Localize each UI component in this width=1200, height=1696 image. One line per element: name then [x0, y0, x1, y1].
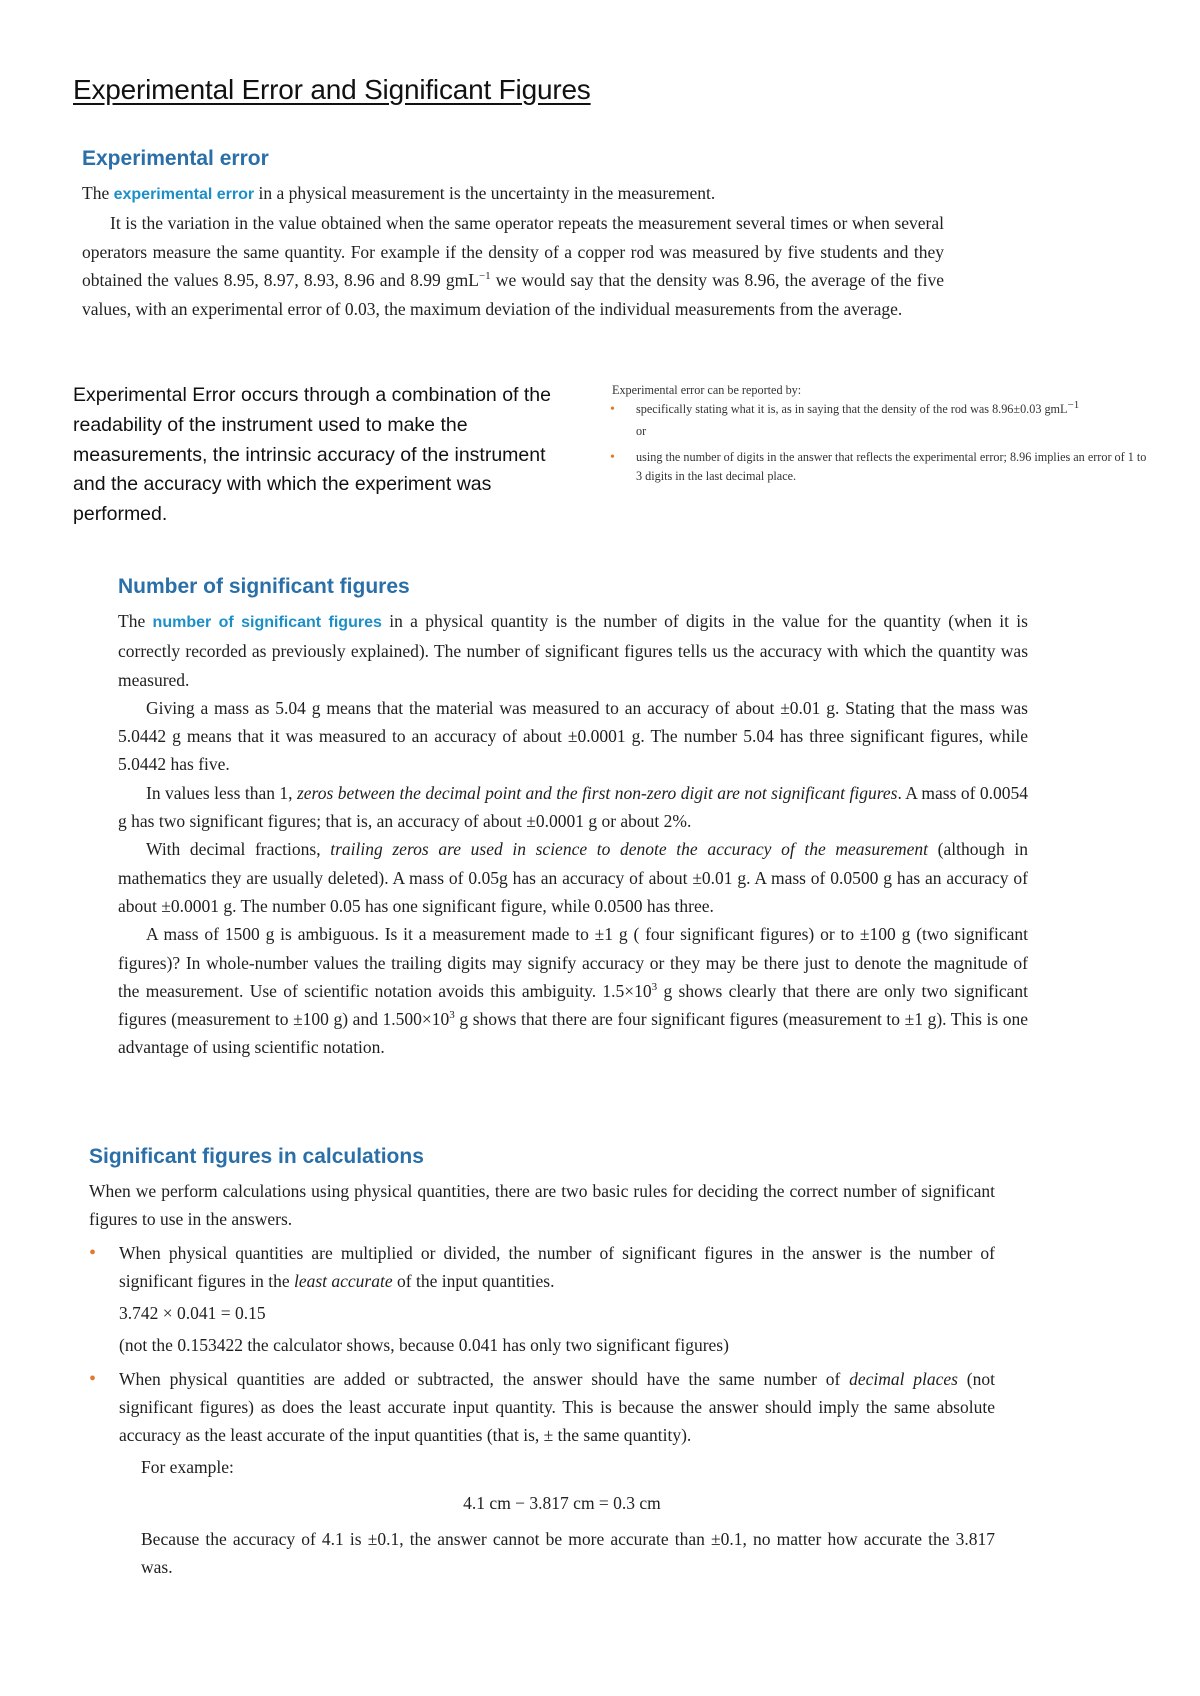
calculations-intro: When we perform calculations using physical quantities, there are two basic rules for deciding the correct number of significant figures to use in the answers.: [89, 1181, 995, 1229]
significant-figures-section: [118, 575, 1028, 1062]
side-note: Experimental Error occurs through a combination of the readability of the instrument used to make the measurements, the intrinsic accuracy of the instrument and the accuracy with which the experiment was performed.: [73, 384, 551, 526]
experimental-error-section: [82, 147, 944, 323]
rule-text-part: When physical quantities are added or subtracted, the answer should have the same number of: [119, 1369, 850, 1389]
report-bullet-text: using the number of digits in the answer that reflects the experimental error; 8.96 implies an error of 1 to 3 digits in the last decimal place.: [636, 450, 1147, 483]
page-title: Experimental Error and Significant Figures: [73, 74, 591, 105]
multiplication-example: 3.742 × 0.041 = 0.15: [119, 1303, 266, 1323]
sigfigs-scientific-notation: [118, 920, 1028, 1061]
rule-text-part: When physical quantities are multiplied or divided, the number of significant figures in the answer is the number of significant figures in the: [119, 1243, 995, 1291]
report-bullet-text: specifically stating what it is, as in saying that the density of the rod was 8.96±0.03 gmL: [636, 402, 1068, 416]
rule-multiply-divide: [89, 1239, 995, 1359]
experimental-error-heading: Experimental error: [82, 147, 269, 170]
emphasis-text: zeros between the decimal point and the first non-zero digit are not significant figures: [296, 782, 898, 803]
definition-text: The: [118, 611, 153, 631]
emphasis-text: trailing zeros are used in science to denote the accuracy of the measurement: [330, 839, 929, 860]
rule-text: [119, 1365, 995, 1449]
bullet-icon: •: [610, 450, 615, 465]
sigfigs-mass-example: Giving a mass as 5.04 g means that the material was measured to an accuracy of about ±0.01 g. Stating that the mass was 5.0442 g means that it was measured to an accuracy of about ±0.0001 g. The number 5.04 has three significant figures, while 5.0442 has five.: [118, 697, 1028, 775]
calculations-heading: Significant figures in calculations: [89, 1145, 424, 1168]
report-bullet: [612, 448, 1152, 486]
sigfigs-trailing-zeros: [118, 835, 1028, 920]
bullet-icon: •: [89, 1368, 97, 1390]
rule-add-subtract: [89, 1365, 995, 1449]
experimental-error-definition: [82, 179, 944, 209]
rule-text-part: of the input quantities.: [392, 1271, 555, 1291]
bullet-icon: •: [610, 402, 615, 417]
rule-text-part: (not significant figures) as does the least accurate input quantity. This is because the answer should imply the same absolute accuracy as the least accurate of the input quantities (that is, ± the same quantity).: [119, 1369, 995, 1445]
report-intro: Experimental error can be reported by:: [612, 383, 802, 397]
paragraph-text: (although in mathematics they are usually deleted). A mass of 0.05g has an accuracy of about ±0.01 g. A mass of 0.0500 g has an accuracy of about ±0.0001 g. The number 0.05 has one significant figure, while 0.0500 has three.: [118, 839, 1028, 916]
sigfigs-leading-zeros: [118, 779, 1028, 836]
rule-text: [119, 1239, 995, 1295]
paragraph-text: A mass of 1500 g is ambiguous. Is it a measurement made to ±1 g ( four significant figures) or to ±100 g (two significant figures)? In whole-number values the trailing digits may signify accuracy or they may be there just to denote the magnitude of the measurement. Use of scientific notation avoids this ambiguity. 1.5×10: [118, 924, 1028, 1001]
emphasis-text: least accurate: [293, 1271, 393, 1291]
subtraction-equation: 4.1 cm − 3.817 cm = 0.3 cm: [463, 1493, 661, 1513]
experimental-error-term: experimental error: [113, 186, 255, 203]
bullet-icon: •: [89, 1242, 97, 1264]
example-label: For example:: [141, 1457, 234, 1477]
unit-superscript: −1: [1067, 398, 1080, 411]
experimental-error-explanation: [82, 209, 944, 323]
exponent: 3: [449, 1009, 455, 1022]
emphasis-text: decimal places: [849, 1369, 958, 1389]
paragraph-text: g shows that there are four significant figures (measurement to ±1 g). This is one advantage of using scientific notation.: [118, 1009, 1029, 1058]
paragraph-text: . A mass of 0.0054 g has two significant figures; that is, an accuracy of about ±0.0001 g or about 2%.: [118, 782, 1028, 832]
sigfigs-definition: [118, 607, 1028, 694]
calculations-section: [89, 1145, 995, 1582]
significant-figures-heading: Number of significant figures: [118, 575, 410, 598]
exponent: 3: [651, 981, 658, 994]
paragraph-text: In values less than 1,: [146, 782, 297, 803]
error-reporting-box: [612, 381, 1152, 486]
definition-text: The: [82, 183, 114, 203]
accuracy-explanation: Because the accuracy of 4.1 is ±0.1, the answer cannot be more accurate than ±0.1, no matter how accurate the 3.817 was.: [141, 1529, 995, 1578]
definition-text: in a physical quantity is the number of digits in the value for the quantity (when it is correctly recorded as previously explained). The number of significant figures tells us the accuracy with which the quantity was measured.: [118, 611, 1028, 690]
paragraph-text: g shows clearly that there are only two significant figures (measurement to ±100 g) and 1.500×10: [118, 980, 1028, 1030]
unit-superscript: −1: [478, 270, 491, 283]
multiplication-note: (not the 0.153422 the calculator shows, because 0.041 has only two significant figures): [119, 1335, 729, 1355]
explanation-text: It is the variation in the value obtained when the same operator repeats the measurement several times or when several operators measure the same quantity. For example if the density of a copper rod was measured by five students and they obtained the values 8.95, 8.97, 8.93, 8.96 and 8.99 gmL: [82, 213, 944, 291]
report-or: or: [636, 424, 647, 438]
report-bullet: [612, 400, 1152, 419]
explanation-text: we would say that the density was 8.96, the average of the five values, with an experimental error of 0.03, the maximum deviation of the individual measurements from the average.: [82, 270, 945, 319]
definition-text: in a physical measurement is the uncertainty in the measurement.: [254, 183, 716, 203]
significant-figures-term: number of significant figures: [152, 614, 382, 631]
paragraph-text: With decimal fractions,: [146, 839, 331, 860]
